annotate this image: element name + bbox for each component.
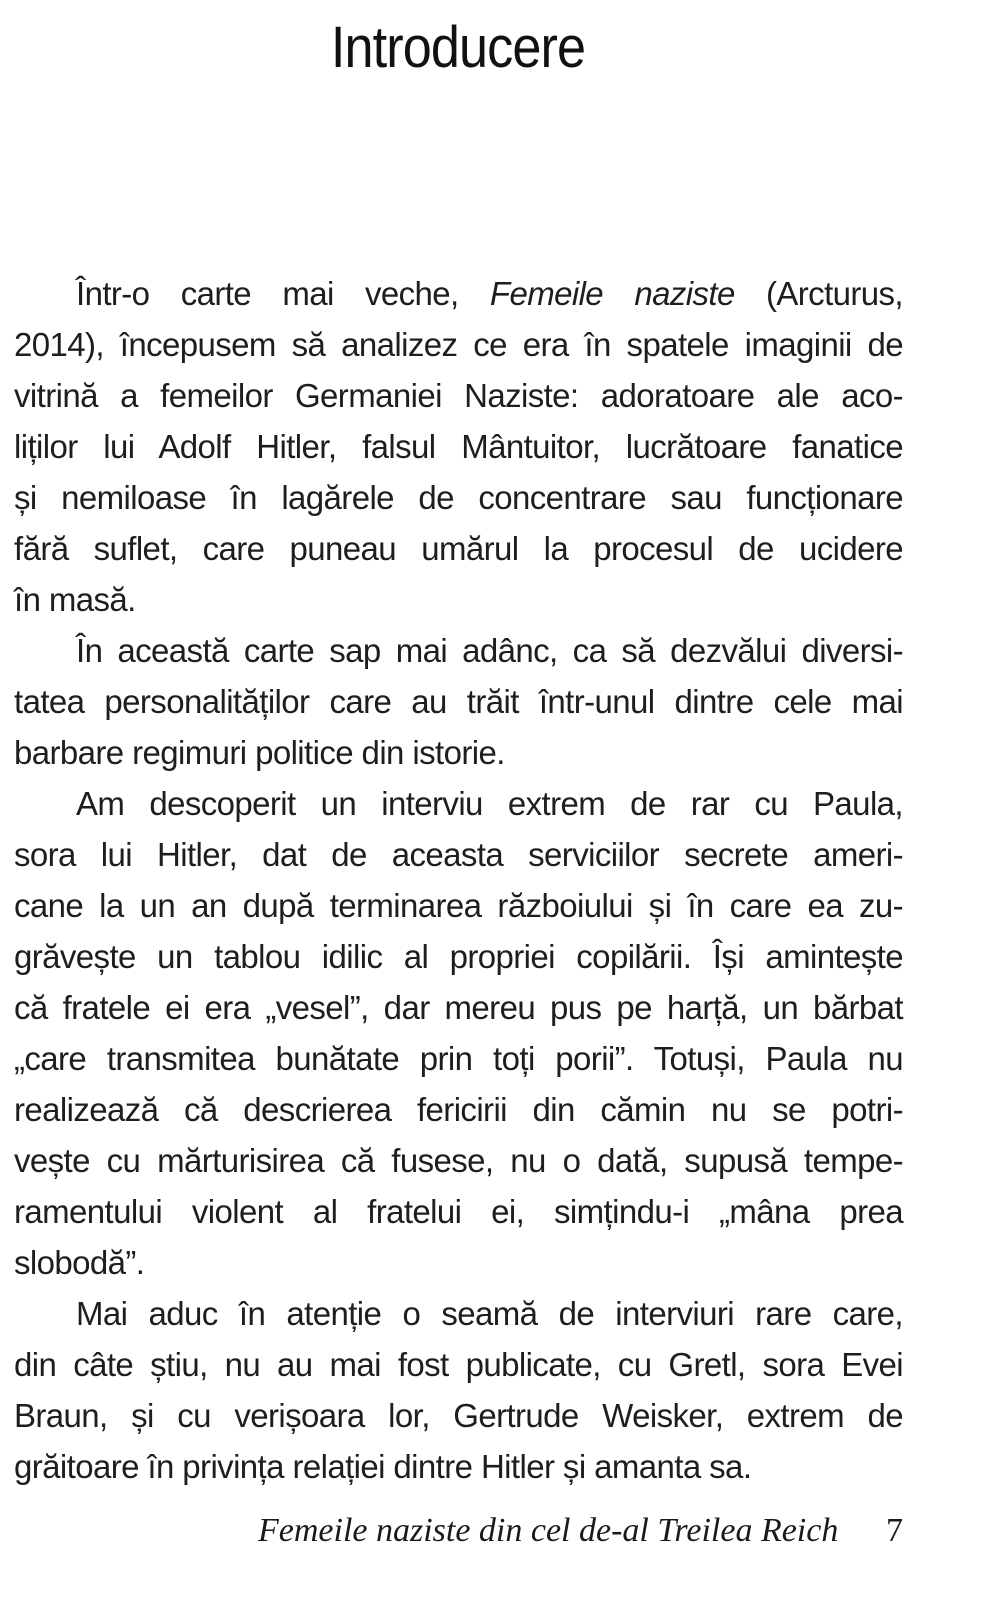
text-line: ramentului violent al fratelui ei, simțindu-i „mâna prea <box>14 1193 903 1230</box>
text-line: vitrină a femeilor Germaniei Naziste: adoratoare ale aco- <box>14 377 903 414</box>
text-line: sora lui Hitler, dat de aceasta serviciilor secrete ameri- <box>14 836 903 873</box>
text-line: Într-o carte mai veche, Femeile naziste (Arcturus, <box>76 275 903 312</box>
paragraph <box>14 1288 903 1492</box>
text-line: și nemiloase în lagărele de concentrare sau funcționare <box>14 479 903 516</box>
text-line: „care transmitea bunătate prin toți porii”. Totuși, Paula nu <box>14 1040 903 1077</box>
body-text <box>14 268 903 1492</box>
text-line: Am descoperit un interviu extrem de rar cu Paula, <box>76 785 903 822</box>
paragraph <box>14 268 903 625</box>
text-line: în masă. <box>14 581 136 618</box>
text-line: 2014), începusem să analizez ce era în spatele imaginii de <box>14 326 903 363</box>
text-line: slobodă”. <box>14 1244 145 1281</box>
book-title-italic: Femeile naziste <box>489 275 735 312</box>
text-line: tatea personalităților care au trăit într-unul dintre cele mai <box>14 683 903 720</box>
text-line: Mai aduc în atenție o seamă de interviuri rare care, <box>76 1295 903 1332</box>
text-line: fără suflet, care puneau umărul la procesul de ucidere <box>14 530 903 567</box>
paragraph <box>14 625 903 778</box>
text-line: barbare regimuri politice din istorie. <box>14 734 505 771</box>
text-line: grăitoare în privința relației dintre Hitler și amanta sa. <box>14 1448 752 1485</box>
running-footer-title: Femeile naziste din cel de-al Treilea Reich <box>258 1512 839 1549</box>
text-line: grăvește un tablou idilic al propriei copilării. Își amintește <box>14 938 903 975</box>
page-footer <box>258 1512 903 1556</box>
text-line: liților lui Adolf Hitler, falsul Mântuitor, lucrătoare fanatice <box>14 428 903 465</box>
text-line: realizează că descrierea fericirii din cămin nu se potri- <box>14 1091 903 1128</box>
chapter-title: Introducere <box>330 15 586 80</box>
text-line: Braun, și cu verișoara lor, Gertrude Weisker, extrem de <box>14 1397 903 1434</box>
text-line: În această carte sap mai adânc, ca să dezvălui diversi- <box>76 632 903 669</box>
text-line: că fratele ei era „vesel”, dar mereu pus pe harță, un bărbat <box>14 989 903 1026</box>
text-line: vește cu mărturisirea că fusese, nu o dată, supusă tempe- <box>14 1142 903 1179</box>
text-line: cane la un an după terminarea războiului și în care ea zu- <box>14 887 903 924</box>
page-number: 7 <box>886 1512 903 1549</box>
paragraph <box>14 778 903 1288</box>
text-line: din câte știu, nu au mai fost publicate, cu Gretl, sora Evei <box>14 1346 903 1383</box>
